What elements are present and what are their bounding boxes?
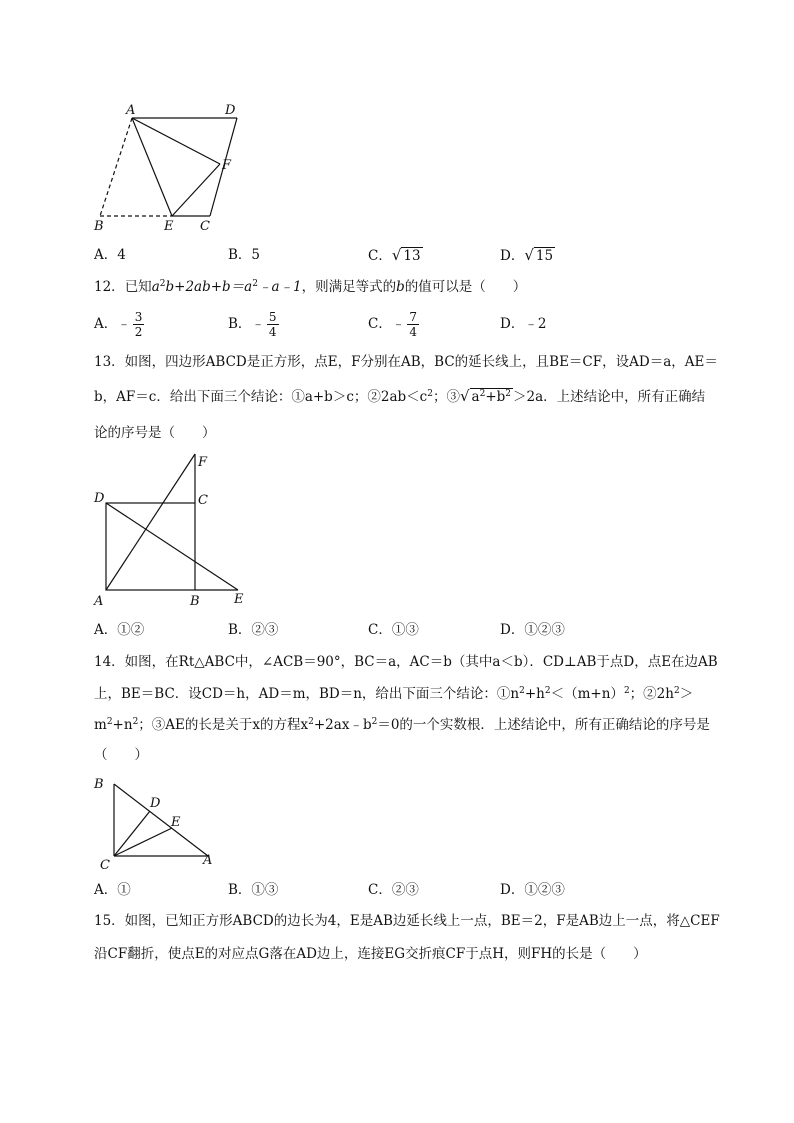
q12-stem: 12．已知$a^2b+2ab+b=a^2﹣a﹣1$，则满足等式的b的值可以是（ ） [94,279,527,295]
q13-option-a[interactable]: A．①② [94,622,145,638]
label-E: E [171,815,181,830]
q14-option-d[interactable]: D．①②③ [500,882,565,898]
label-B: B [94,219,104,234]
q12-option-c[interactable]: C．﹣ $\frac{7}{4}$ [368,310,417,339]
sqrt-icon: √ [391,246,402,264]
sqrt-icon: √ [459,387,470,405]
q13-stem-line2: b，AF＝c．给出下面三个结论：①a+b＞c；$②2ab<c^2$；③√ $a^2+b^2 >2a$．上述结论中，所有正确结 [94,387,706,405]
figure-q14 [88,774,228,874]
sqrt-icon: √ [524,246,534,264]
q11-option-d[interactable]: D．√ 15 [500,246,554,264]
figure-q13 [88,452,258,612]
q14-stem-line1: 14．如图，在Rt△ABC中，∠ACB＝90°，BC＝a，AC＝b（其中a＜b）．CD⊥AB于点D，点E在边AB [94,654,718,670]
fraction: $\frac{3}{2}$ [134,310,143,339]
q12-option-a[interactable]: A．﹣ $\frac{3}{2}$ [94,310,143,339]
q15-stem-line2: 沿CF翻折，使点E的对应点G落在AD边上，连接EG交折痕CF于点H，则FH的长是（ ） [94,946,647,962]
label-D: D [225,103,236,118]
segment-AE [132,118,172,216]
q14-option-a[interactable]: A．① [94,882,131,898]
label-F: F [222,158,232,173]
label-A: A [94,594,104,609]
fraction: $\frac{5}{4}$ [268,310,277,339]
q15-stem-line1: 15．如图，已知正方形ABCD的边长为4，E是AB边延长线上一点，BE＝2，F是AB边上一点，将△CEF [94,913,720,929]
q12-option-d[interactable]: D．﹣2 [500,316,547,332]
label-C: C [200,219,210,234]
label-A: A [126,103,136,118]
segment-EF [172,164,220,216]
label-E: E [234,592,244,607]
q14-option-b[interactable]: B．①③ [228,882,279,898]
label-C: C [198,493,208,508]
q13-option-d[interactable]: D．①②③ [500,622,565,638]
q13-option-b[interactable]: B．②③ [228,622,279,638]
label-B: B [190,594,200,609]
label-D: D [150,796,161,811]
square-ABCD [106,503,195,590]
segment-AB [114,784,208,856]
q13-stem-line1: 13．如图，四边形ABCD是正方形，点E，F分别在AB，BC的延长线上，且BE＝CF，设AD＝a，AE＝ [94,354,718,370]
label-A: A [203,853,213,868]
q14-stem-line2: 上，BE＝BC．设CD＝h，AD＝m，BD＝n，给出下面三个结论：$①n^2+h^2<(m+n)^2$；$②2h^2>$ [94,686,694,702]
q14-stem-line4: （ ） [94,747,148,763]
label-C: C [100,858,110,873]
segment-CD [114,811,150,856]
q13-stem-line3: 论的序号是（ ） [94,425,216,441]
q11-option-c[interactable]: C．√ 13 [368,246,421,264]
label-D: D [94,491,105,506]
segment-AF [106,454,195,590]
segment-DE [106,503,238,590]
q12-option-b[interactable]: B．﹣ $\frac{5}{4}$ [228,310,277,339]
q11-option-a[interactable]: A．4 [94,247,126,263]
segment-AF [132,118,220,164]
dashed-segment-AB [100,118,132,216]
fraction: $\frac{7}{4}$ [409,310,417,339]
q11-option-b[interactable]: B．5 [228,247,261,263]
q13-option-c[interactable]: C．①③ [368,622,419,638]
label-B: B [94,777,104,792]
label-F: F [198,455,208,470]
q14-option-c[interactable]: C．②③ [368,882,419,898]
q14-stem-line3: $m^2+n^2$；③AE的长是关于x的方程$x^2+2ax﹣b^2=0$的一个实数根．上述结论中，所有正确结论的序号是 [94,717,710,733]
segment-CE [114,828,172,856]
label-E: E [164,219,174,234]
figure-q11 [88,98,248,238]
